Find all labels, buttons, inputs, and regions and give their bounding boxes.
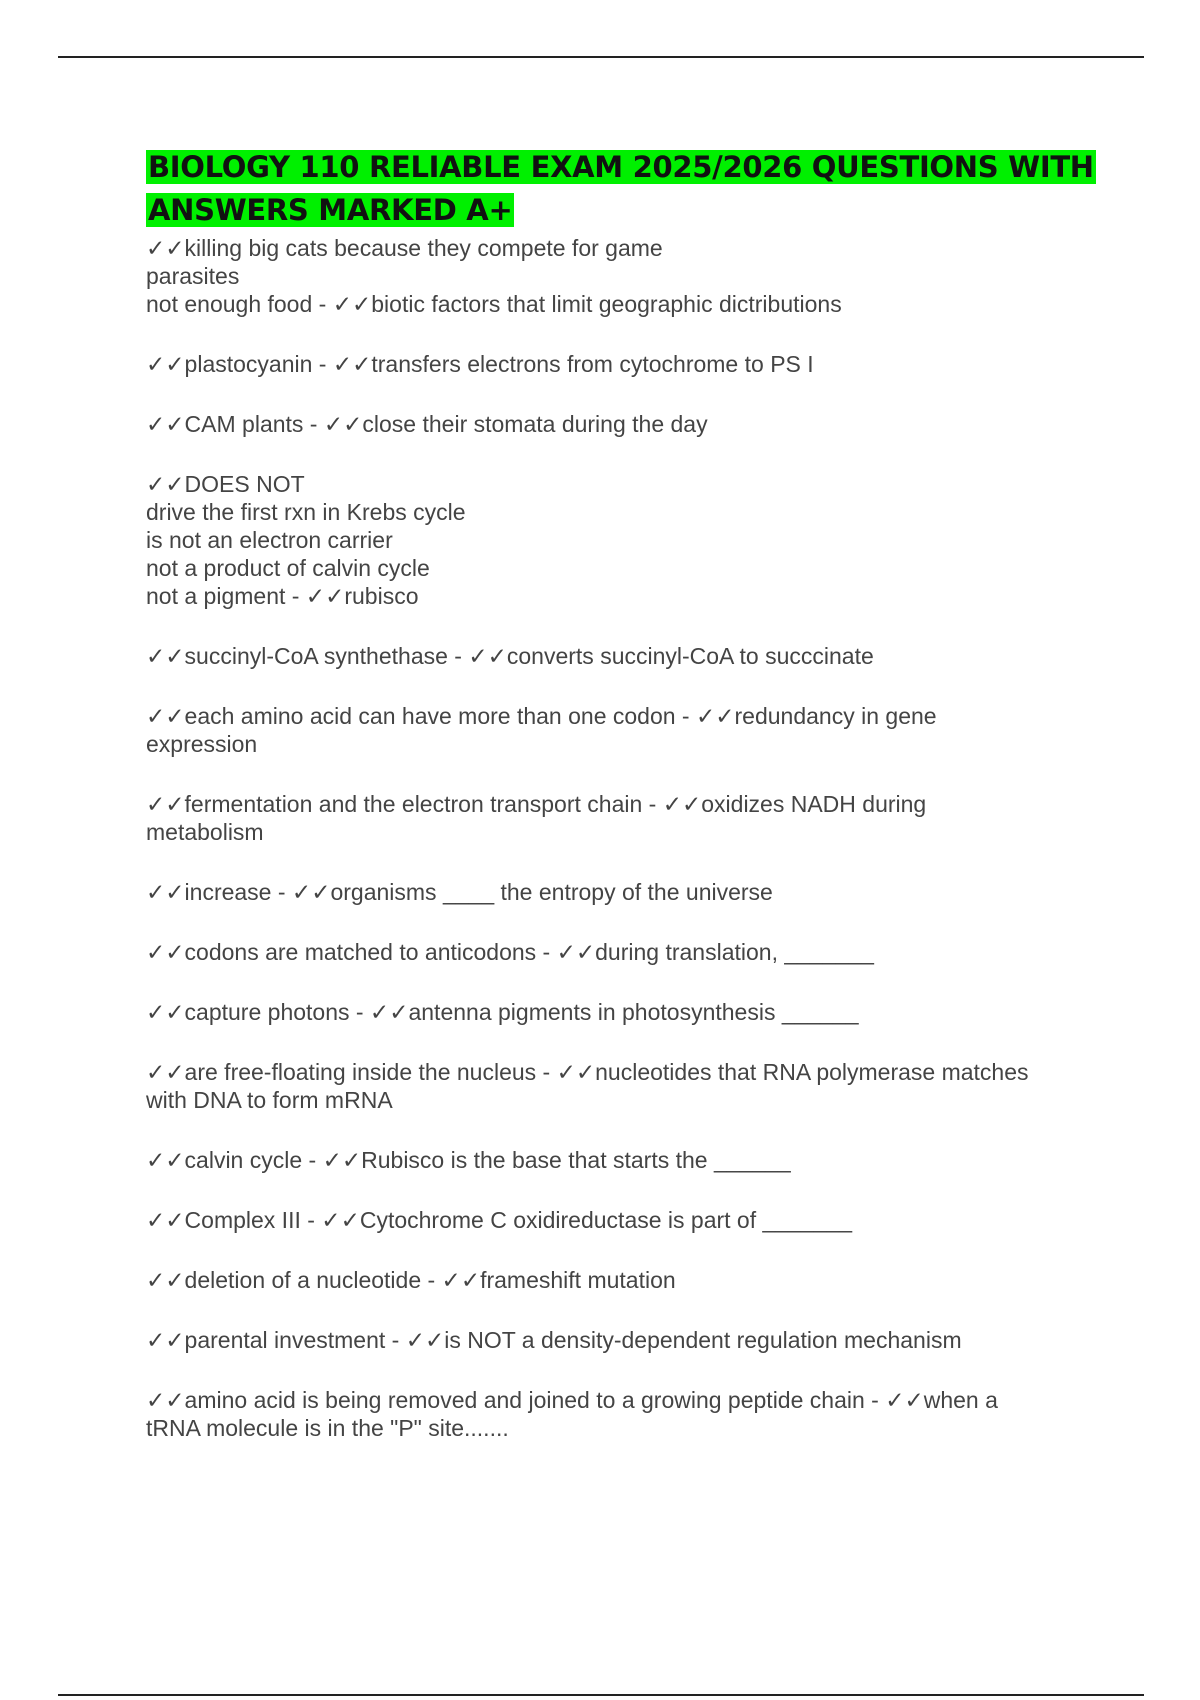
qa-entry-line: parasites: [146, 263, 240, 289]
qa-list: [146, 234, 1096, 1442]
qa-entry: [146, 998, 1096, 1026]
qa-entry-line: ✓✓are free-floating inside the nucleus - ✓✓nucleotides that RNA polymerase matches: [146, 1059, 1029, 1085]
document-body: [146, 146, 1096, 1474]
qa-entry: [146, 1206, 1096, 1234]
qa-entry: [146, 1326, 1096, 1354]
qa-entry-line: tRNA molecule is in the "P" site.......: [146, 1415, 509, 1441]
qa-entry-line: ✓✓increase - ✓✓organisms ____ the entropy of the universe: [146, 879, 773, 905]
qa-entry: [146, 790, 1096, 846]
qa-entry: [146, 1058, 1096, 1114]
qa-entry-line: metabolism: [146, 819, 264, 845]
qa-entry-line: ✓✓codons are matched to anticodons - ✓✓during translation, _______: [146, 939, 874, 965]
qa-entry-line: ✓✓DOES NOT: [146, 471, 305, 497]
qa-entry: [146, 1386, 1096, 1442]
qa-entry-line: not a pigment - ✓✓rubisco: [146, 583, 419, 609]
qa-entry: [146, 1146, 1096, 1174]
qa-entry: [146, 470, 1096, 610]
bottom-rule: [58, 1694, 1144, 1696]
qa-entry: [146, 878, 1096, 906]
qa-entry-line: ✓✓calvin cycle - ✓✓Rubisco is the base that starts the ______: [146, 1147, 791, 1173]
qa-entry-line: ✓✓parental investment - ✓✓is NOT a density-dependent regulation mechanism: [146, 1327, 962, 1353]
qa-entry: [146, 350, 1096, 378]
qa-entry-line: ✓✓amino acid is being removed and joined to a growing peptide chain - ✓✓when a: [146, 1387, 998, 1413]
document-title: [146, 146, 1096, 232]
qa-entry-line: with DNA to form mRNA: [146, 1087, 393, 1113]
qa-entry-line: ✓✓capture photons - ✓✓antenna pigments in photosynthesis ______: [146, 999, 859, 1025]
top-rule: [58, 56, 1144, 58]
qa-entry: [146, 1266, 1096, 1294]
qa-entry-line: is not an electron carrier: [146, 527, 393, 553]
qa-entry-line: drive the first rxn in Krebs cycle: [146, 499, 466, 525]
qa-entry: [146, 410, 1096, 438]
qa-entry-line: ✓✓each amino acid can have more than one codon - ✓✓redundancy in gene: [146, 703, 937, 729]
qa-entry-line: ✓✓CAM plants - ✓✓close their stomata during the day: [146, 411, 708, 437]
qa-entry-line: expression: [146, 731, 258, 757]
qa-entry: [146, 234, 1096, 318]
qa-entry-line: ✓✓killing big cats because they compete for game: [146, 235, 663, 261]
qa-entry-line: ✓✓succinyl-CoA synthethase - ✓✓converts succinyl-CoA to succcinate: [146, 643, 874, 669]
qa-entry: [146, 938, 1096, 966]
qa-entry: [146, 642, 1096, 670]
qa-entry: [146, 702, 1096, 758]
qa-entry-line: ✓✓deletion of a nucleotide - ✓✓frameshift mutation: [146, 1267, 676, 1293]
qa-entry-line: ✓✓plastocyanin - ✓✓transfers electrons from cytochrome to PS I: [146, 351, 814, 377]
title-highlight: BIOLOGY 110 RELIABLE EXAM 2025/2026 QUESTIONS WITH ANSWERS MARKED A+: [148, 150, 1094, 227]
qa-entry-line: not enough food - ✓✓biotic factors that limit geographic dictributions: [146, 291, 842, 317]
qa-entry-line: not a product of calvin cycle: [146, 555, 430, 581]
qa-entry-line: ✓✓fermentation and the electron transport chain - ✓✓oxidizes NADH during: [146, 791, 927, 817]
qa-entry-line: ✓✓Complex III - ✓✓Cytochrome C oxidireductase is part of _______: [146, 1207, 853, 1233]
